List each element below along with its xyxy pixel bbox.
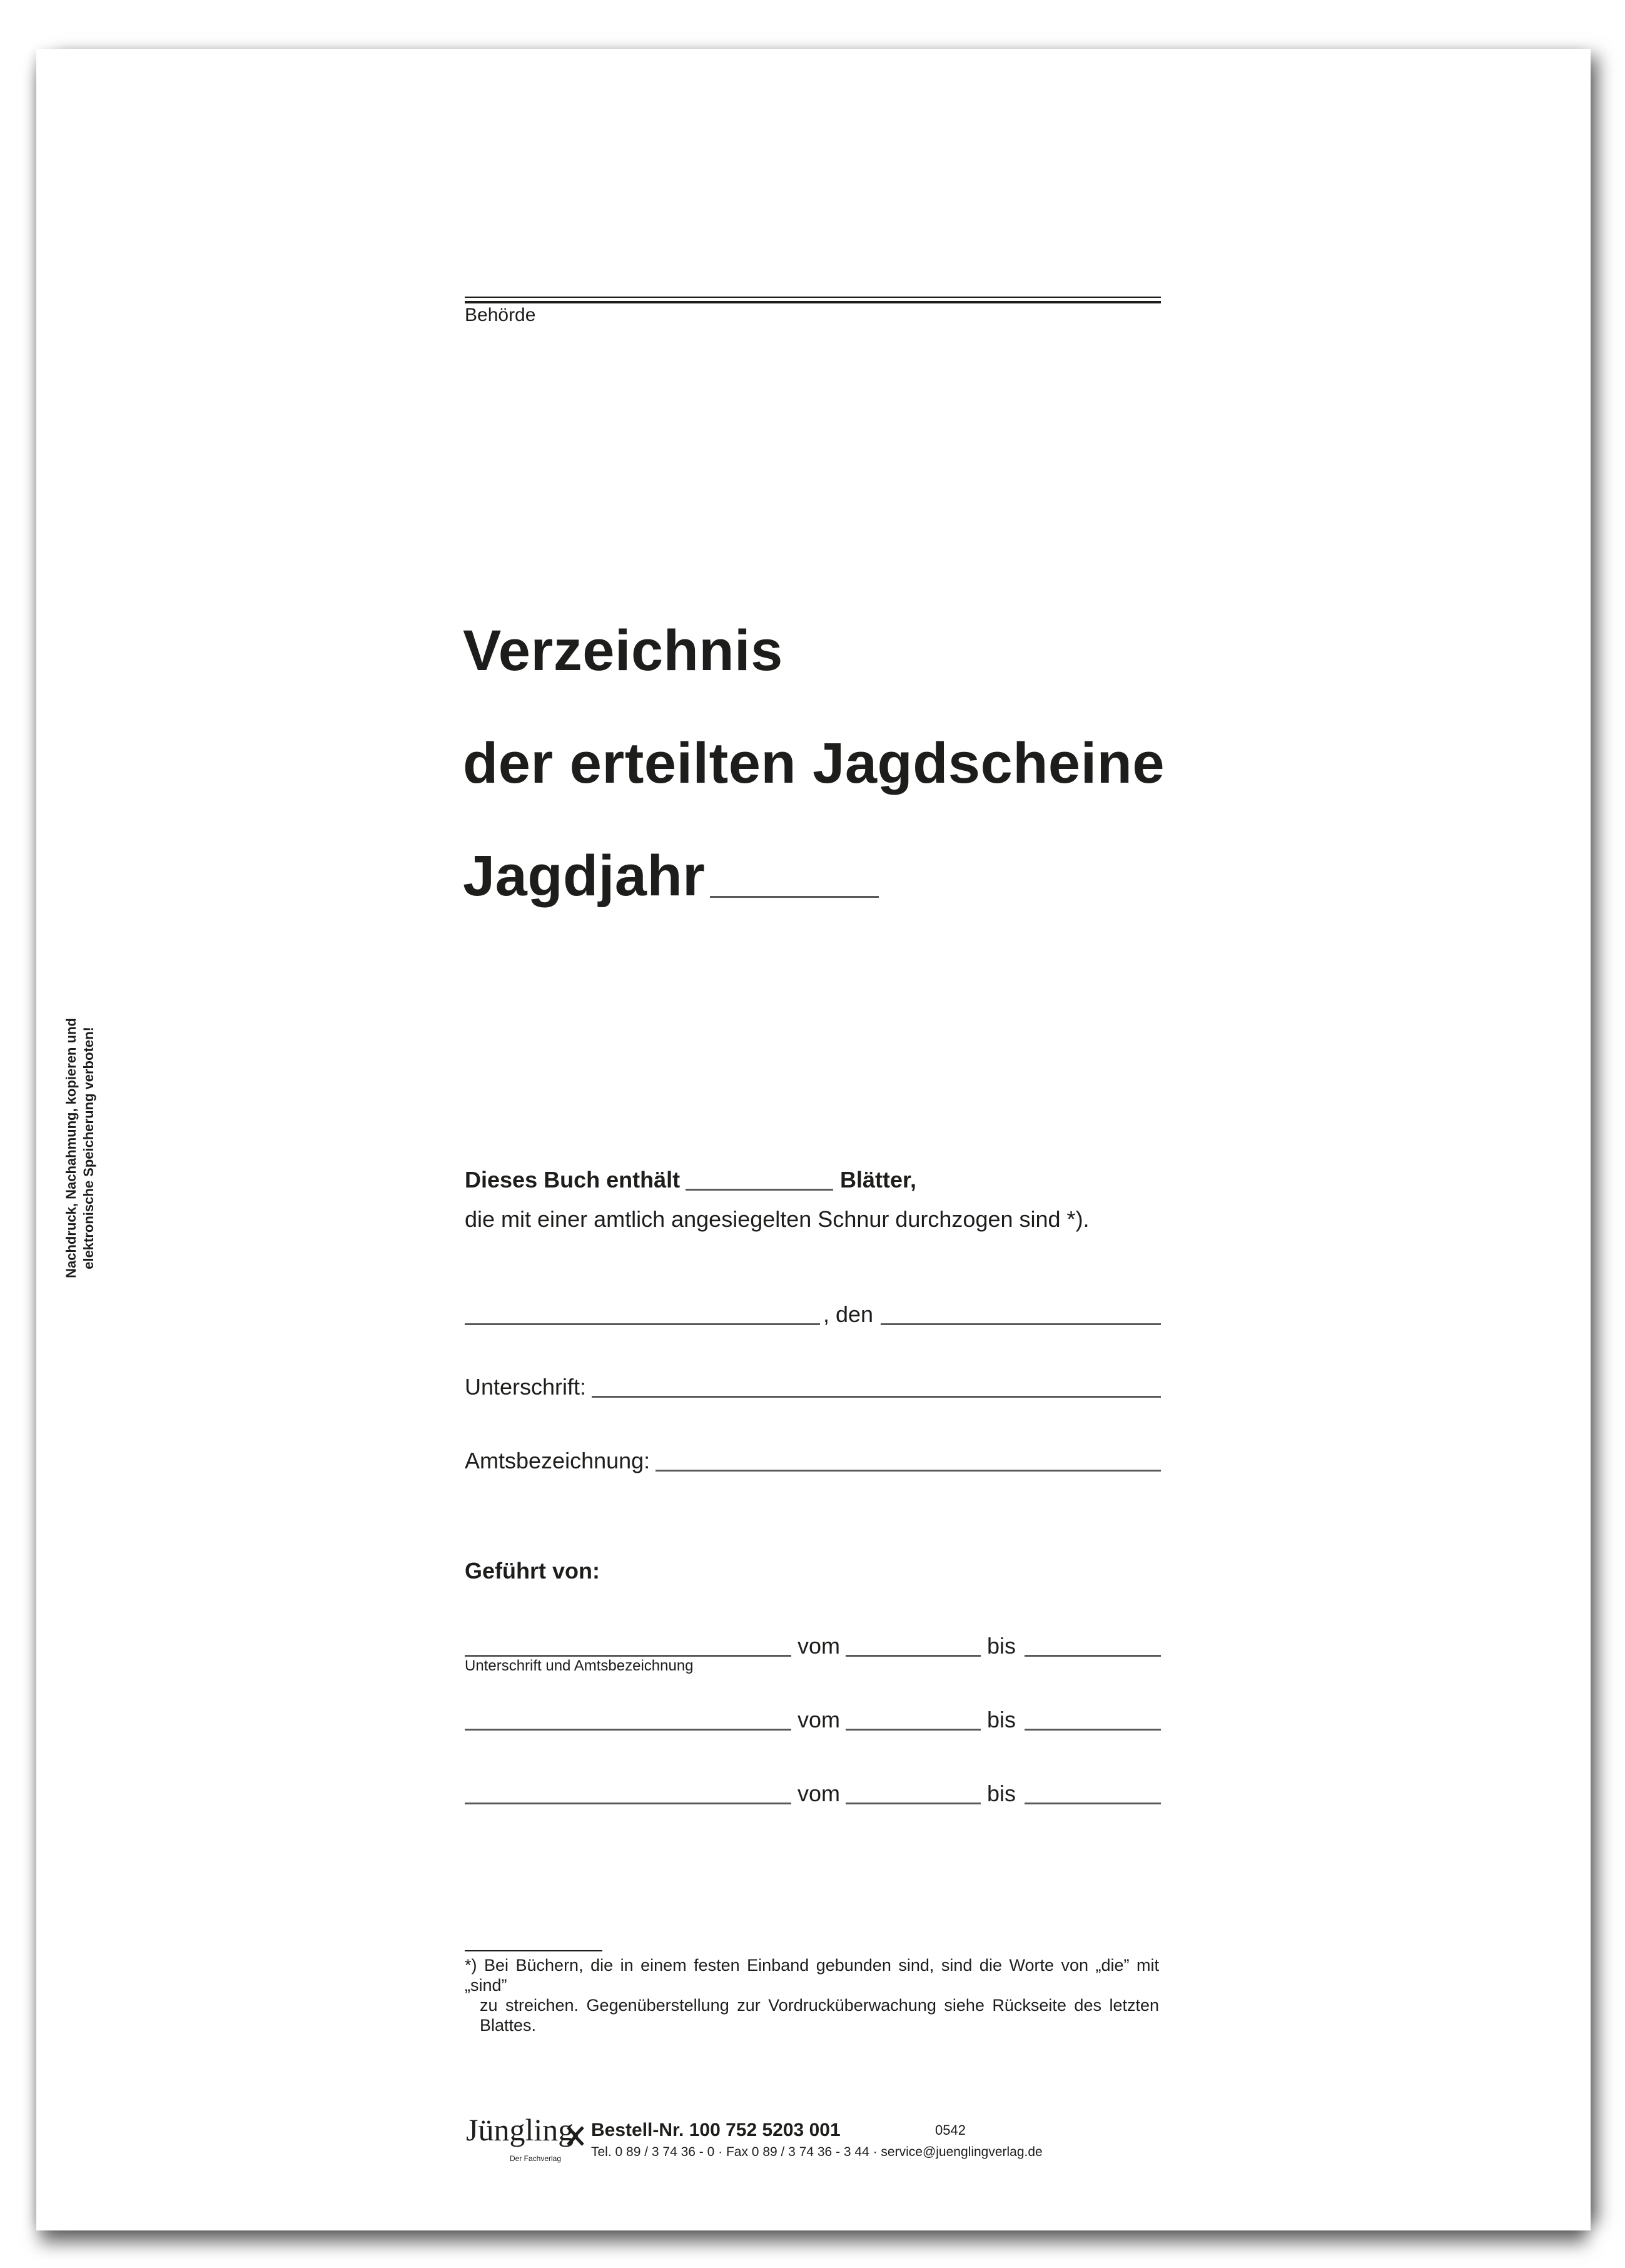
- book-contains-prefix: Dieses Buch enthält: [465, 1167, 681, 1192]
- kept-by-from-field-2[interactable]: [846, 1729, 981, 1731]
- kept-by-bis-label-2: bis: [987, 1707, 1016, 1732]
- kept-by-signature-field-3[interactable]: [465, 1803, 791, 1804]
- publisher-logo-subtitle: Der Fachverlag: [510, 2154, 562, 2163]
- document-title-line1: Verzeichnis: [463, 619, 783, 683]
- kept-by-signature-field-2[interactable]: [465, 1729, 791, 1731]
- signature-field[interactable]: [592, 1396, 1161, 1398]
- kept-by-bis-label-3: bis: [987, 1781, 1016, 1806]
- hunting-year-field[interactable]: [710, 896, 879, 898]
- kept-by-to-field-2[interactable]: [1025, 1729, 1161, 1731]
- publisher-logo: Jüngling: [466, 2112, 574, 2147]
- kept-by-vom-label-3: vom: [797, 1781, 841, 1806]
- authority-label: Behörde: [465, 305, 536, 325]
- document-page: [36, 49, 1591, 2230]
- kept-by-vom-label-1: vom: [797, 1633, 841, 1659]
- form-code: 0542: [935, 2122, 966, 2138]
- date-field[interactable]: [881, 1323, 1161, 1325]
- official-title-label: Amtsbezeichnung:: [465, 1448, 651, 1473]
- order-number: Bestell-Nr. 100 752 5203 001: [591, 2120, 841, 2140]
- cord-statement: die mit einer amtlich angesiegelten Schnur durchzogen sind *).: [465, 1206, 1090, 1232]
- kept-by-bis-label-1: bis: [987, 1633, 1016, 1659]
- document-title-line3: Jagdjahr: [463, 844, 706, 908]
- book-contains-suffix: Blätter,: [840, 1167, 917, 1192]
- kept-by-from-field-3[interactable]: [846, 1803, 981, 1804]
- kept-by-sub-label: Unterschrift und Amtsbezeichnung: [465, 1657, 694, 1674]
- signature-label: Unterschrift:: [465, 1374, 587, 1400]
- sheet-count-field[interactable]: [686, 1189, 833, 1191]
- copyright-notice: [63, 1001, 98, 1295]
- date-label: , den: [823, 1301, 874, 1327]
- kept-by-to-field-3[interactable]: [1025, 1803, 1161, 1804]
- copyright-notice-line2: elektronische Speicherung verboten!: [81, 1027, 96, 1269]
- document-title-line2: der erteilten Jagdscheine: [463, 731, 1165, 795]
- publisher-mark-icon: [566, 2125, 585, 2147]
- place-field[interactable]: [465, 1323, 820, 1325]
- kept-by-vom-label-2: vom: [797, 1707, 841, 1732]
- footnote: [465, 1955, 1159, 2035]
- footnote-line1: *) Bei Büchern, die in einem festen Einband gebunden sind, sind die Worte von „die” mit „sind”: [465, 1956, 1159, 1995]
- kept-by-from-field-1[interactable]: [846, 1655, 981, 1657]
- authority-rule-thick: [465, 301, 1161, 303]
- kept-by-to-field-1[interactable]: [1025, 1655, 1161, 1657]
- kept-by-signature-field-1[interactable]: [465, 1655, 791, 1657]
- footnote-line2: zu streichen. Gegenüberstellung zur Vordrucküberwachung siehe Rückseite des letzten Blattes.: [480, 1996, 1159, 2035]
- copyright-notice-line1: Nachdruck, Nachahmung, kopieren und: [63, 1018, 79, 1278]
- footnote-divider: [465, 1950, 602, 1951]
- publisher-contact: Tel. 0 89 / 3 74 36 - 0 · Fax 0 89 / 3 74 36 - 3 44 · service@juenglingverlag.de: [591, 2145, 1043, 2159]
- authority-rule-thin: [465, 297, 1161, 298]
- official-title-field[interactable]: [656, 1470, 1161, 1472]
- kept-by-heading: Geführt von:: [465, 1558, 600, 1584]
